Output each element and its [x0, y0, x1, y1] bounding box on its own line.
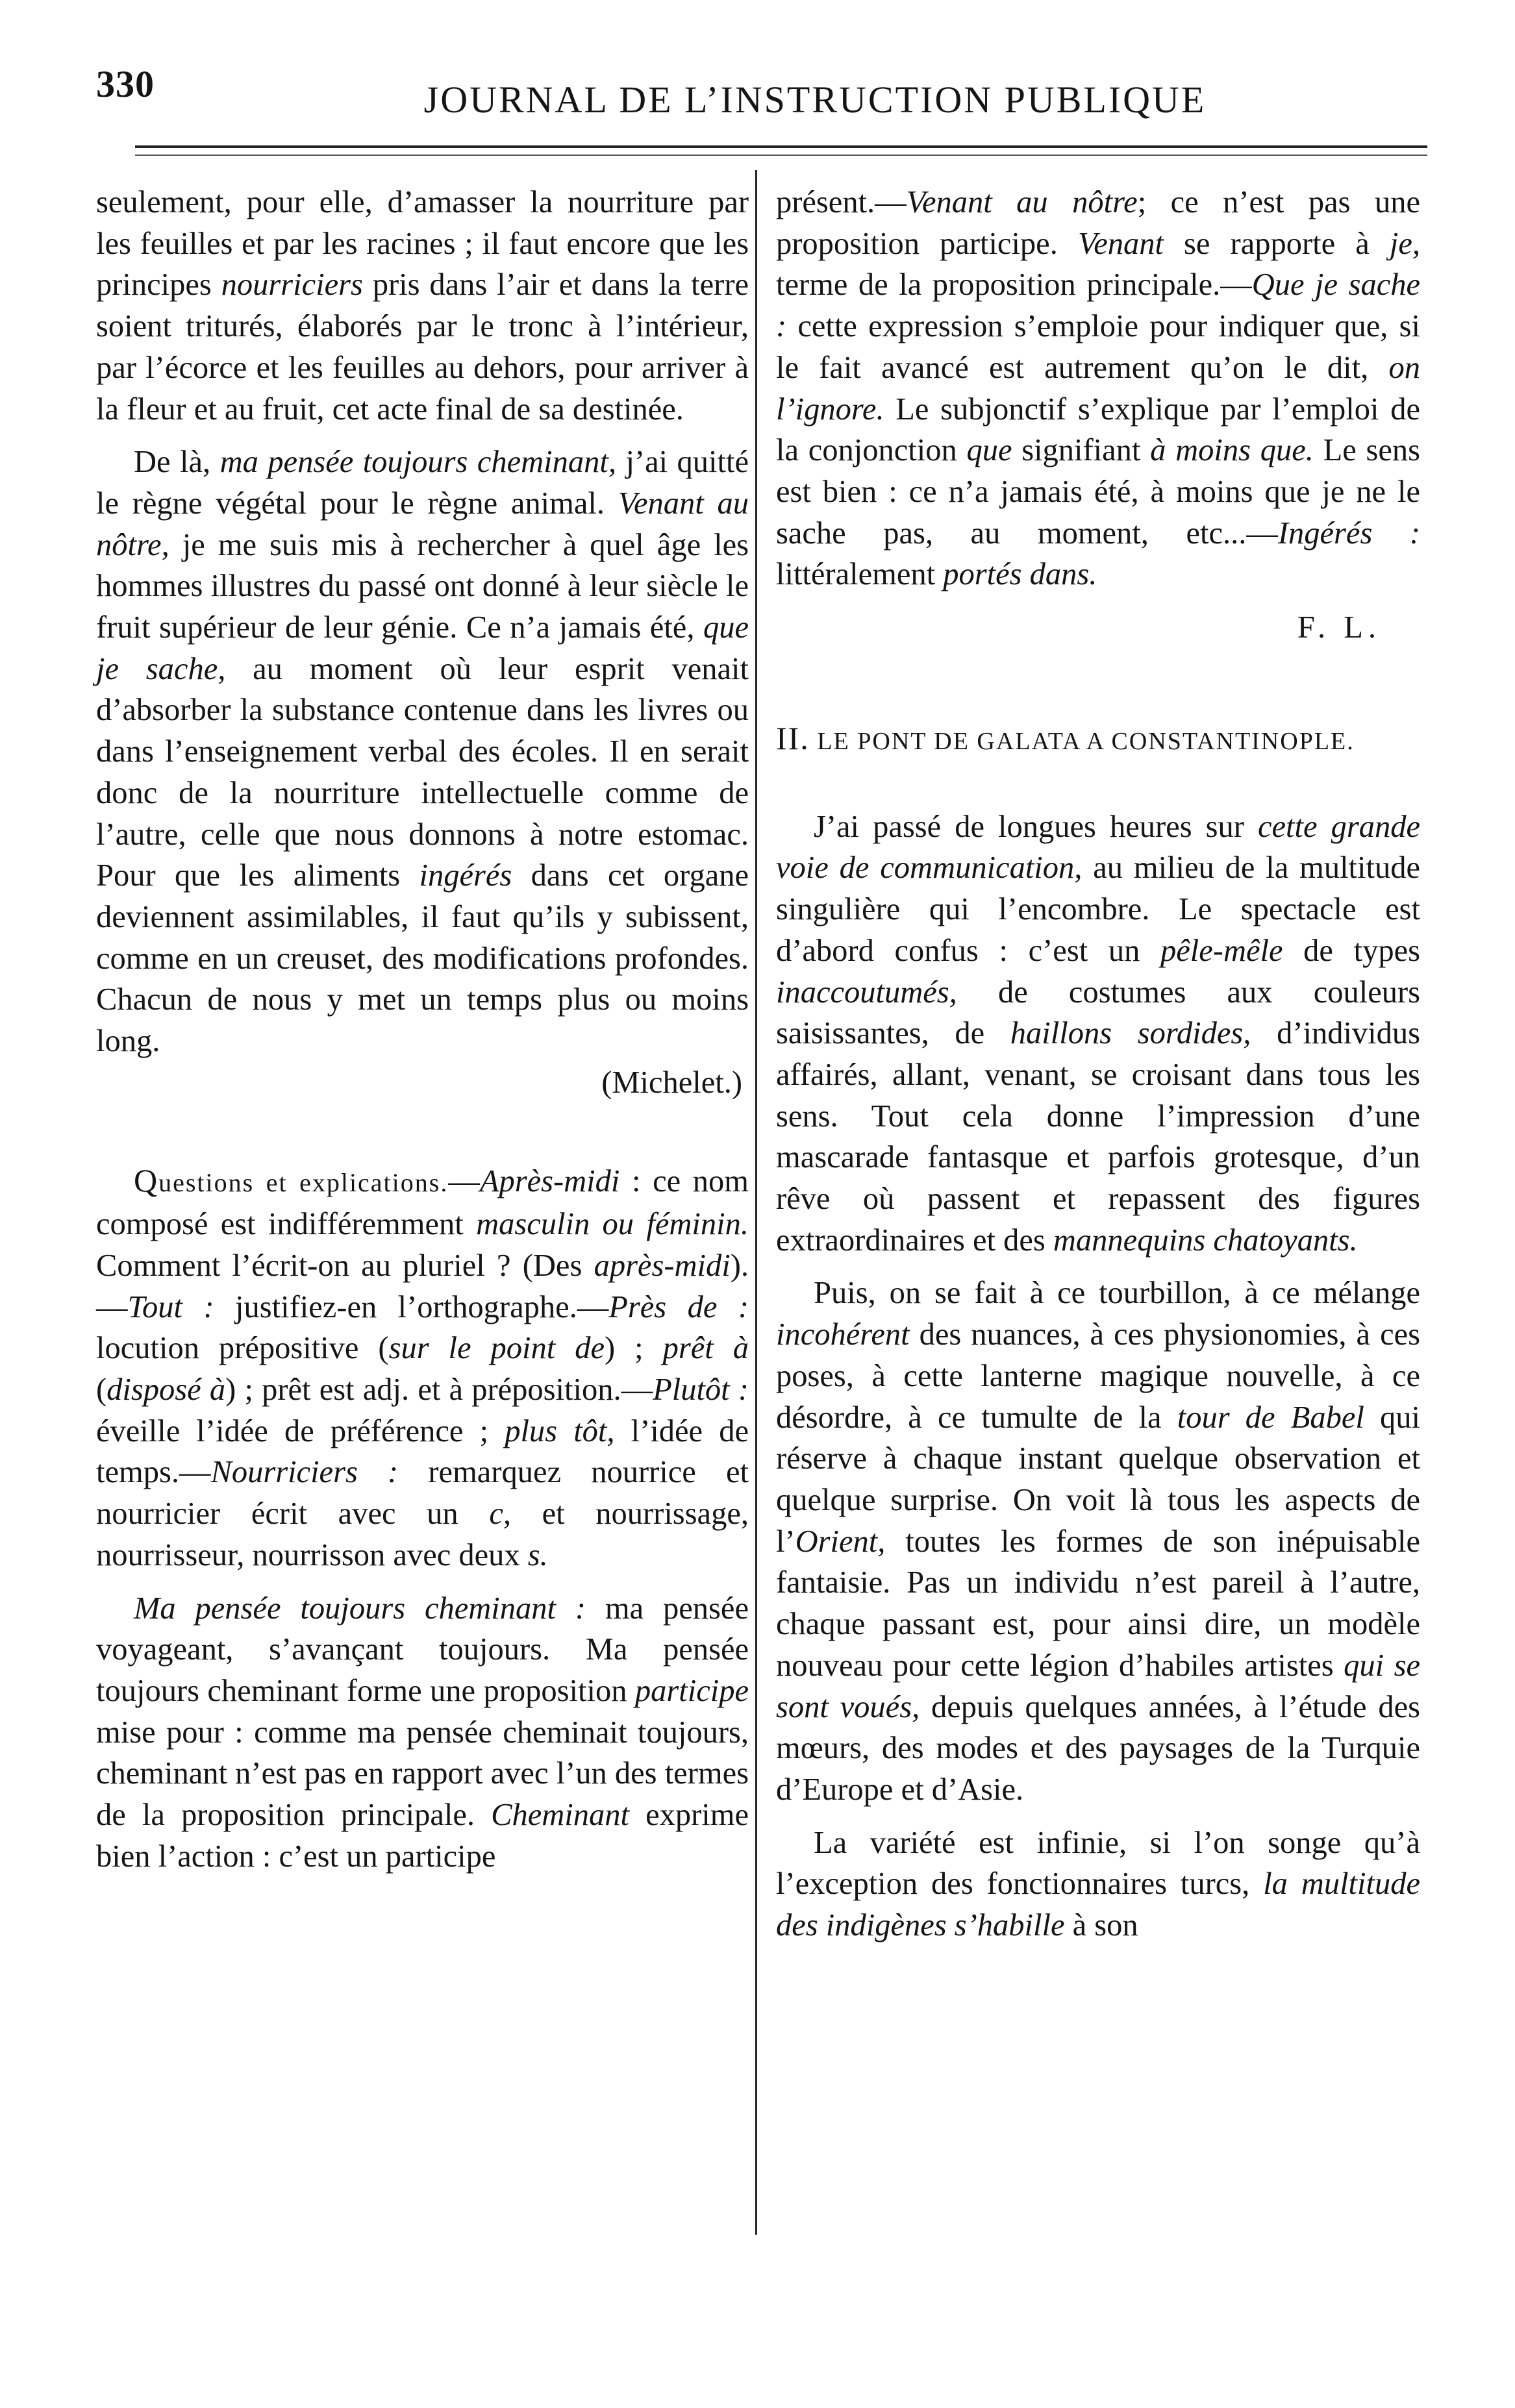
italic-run: haillons sordides, — [1010, 1016, 1251, 1051]
italic-run: ingérés — [419, 858, 512, 893]
italic-run: Cheminant — [491, 1798, 629, 1833]
text-run: toutes les formes de son inépuisable fantaisie. Pas un individu n’est pareil à l’autre, chaque passant est, pour ainsi dire, un modèle nouveau pour cette légion d’habiles artistes — [776, 1524, 1420, 1683]
questions-paragraph — [96, 1160, 749, 1576]
italic-run: Après-midi — [479, 1164, 620, 1199]
section-number: II. — [776, 719, 810, 756]
left-paragraph-4 — [96, 1588, 749, 1878]
text-run: seulement, pour elle, d’amasser la nourriture par les feuilles et par les racines ; il faut encore que les principes — [96, 185, 749, 303]
italic-run: Ingérés : — [1277, 515, 1420, 551]
italic-run: Plutôt : — [653, 1372, 749, 1407]
text-run: de types — [1283, 933, 1420, 968]
text-run: des nuances, à ces physionomies, à ces poses, à cette lanterne magique nouvelle, à ce désordre, à ce tumulte de la — [776, 1317, 1420, 1435]
text-run: cette expression s’emploie pour indiquer que, si le fait avancé est autrement qu’on le dit, — [776, 309, 1420, 385]
text-run: ) ; prêt est adj. et à préposition.— — [225, 1372, 653, 1407]
text-run: dans cet organe deviennent assimilables, il faut qu’ils y subissent, comme en un creuset, des modifications profondes. Chacun de nous y met un temps plus ou moins long. — [96, 858, 749, 1059]
text-run: j’ai quitté le règne végétal pour le règne animal. — [96, 445, 749, 521]
text-run: se rapporte à — [1163, 226, 1390, 261]
italic-run: Venant au nôtre, — [96, 486, 749, 562]
italic-run: Près de : — [608, 1289, 749, 1324]
right-paragraph-4 — [776, 1822, 1420, 1946]
italic-run: que — [966, 433, 1012, 468]
text-run: éveille l’idée de préférence ; — [96, 1413, 505, 1448]
section-title-text: LE PONT DE GALATA A CONSTANTINOPLE. — [809, 727, 1355, 755]
italic-run: ma pensée toujours cheminant, — [219, 445, 616, 480]
text-run: au moment où leur esprit venait d’absorber la substance contenue dans les livres ou dans l’enseignement verbal des écoles. Il en serait donc de la nourriture intellectuelle comme de l’autre, celle que nous donnons à notre estomac. Pour que les aliments — [96, 651, 749, 893]
italic-run: cette grande voie de communication, — [776, 809, 1420, 886]
italic-run: Nourriciers : — [210, 1455, 399, 1490]
italic-run: Ma pensée toujours cheminant : — [134, 1591, 586, 1626]
section-title — [776, 719, 1420, 761]
text-run: à son — [1064, 1908, 1138, 1943]
text-run: De là, — [134, 445, 220, 480]
italic-run: à moins que. — [1150, 433, 1314, 468]
italic-run: c, — [489, 1496, 511, 1532]
text-run: pris dans l’air et dans la terre soient triturés, élaborés par le tronc à l’intérieur, par l’écorce et les feuilles au dehors, pour arriver à la fleur et au fruit, cet acte final de sa destinée. — [96, 267, 749, 427]
text-run: Puis, on se fait à ce tourbillon, à ce mélange — [814, 1276, 1420, 1311]
heading-rest: uestions et explications. — [158, 1168, 449, 1198]
italic-run: on l’ignore. — [776, 350, 1420, 427]
heading-capital: Q — [134, 1162, 159, 1199]
header-rule-thin — [135, 155, 1427, 156]
text-run: depuis quelques années, à l’étude des mœurs, des modes et des paysages de la Turquie d’Europe et d’Asie. — [776, 1689, 1420, 1807]
italic-run: Venant — [1077, 226, 1164, 261]
questions-heading — [134, 1162, 449, 1199]
text-run: qui réserve à chaque instant quelque observation et quelque surprise. On voit là tous les aspects de l’ — [776, 1400, 1420, 1559]
italic-run: après-midi — [594, 1248, 731, 1283]
italic-run: mannequins chatoyants. — [1053, 1223, 1358, 1258]
left-column — [96, 182, 749, 1877]
italic-run: plus tôt, — [505, 1413, 615, 1448]
italic-run: portés dans. — [943, 557, 1097, 592]
text-run: remarquez nourrice et nourricier écrit avec un — [96, 1455, 749, 1532]
text-run: ; ce n’est pas une proposition participe. — [776, 185, 1421, 261]
text-run: de costumes aux couleurs saisissantes, de — [776, 974, 1420, 1051]
italic-run: je, — [1389, 226, 1420, 261]
text-run: signifiant — [1012, 433, 1151, 468]
text-run: ).— — [96, 1248, 749, 1324]
italic-run: la multitude des indigènes s’habille — [776, 1867, 1420, 1943]
italic-run: pêle-mêle — [1160, 933, 1283, 968]
italic-run: Venant au nôtre — [906, 185, 1138, 219]
text-run: La variété est infinie, si l’on songe qu’à l’exception des fonctionnaires turcs, — [776, 1825, 1420, 1902]
text-run: d’individus affairés, allant, venant, se croisant dans tous les sens. Tout cela donne l’impression d’une mascarade fantasque et parfois grotesque, d’un rêve où passent et repassent des figures extraordinaires et des — [776, 1016, 1421, 1258]
text-run: Comment l’écrit-on au pluriel ? (Des — [96, 1248, 594, 1283]
column-divider — [755, 170, 757, 2235]
text-run: présent.— — [776, 185, 907, 219]
text-run: Le sens est bien : ce n’a jamais été, à moins que je ne le sache pas, au moment, etc...— — [776, 433, 1420, 551]
text-run: locution prépositive ( — [96, 1331, 389, 1366]
italic-run: Tout : — [127, 1289, 214, 1324]
italic-run: tour de Babel — [1177, 1400, 1364, 1435]
right-paragraph-3 — [776, 1272, 1420, 1810]
text-run: exprime bien l’action : c’est un participe — [96, 1798, 749, 1874]
text-run: justifiez-en l’orthographe.— — [214, 1289, 609, 1324]
text-run: : ce nom composé est indifféremment — [96, 1164, 749, 1242]
italic-run: Que je sache : — [776, 267, 1420, 344]
italic-run: masculin ou féminin. — [476, 1207, 749, 1242]
text-run: ma pensée voyageant, s’avançant toujours. Ma pensée toujours cheminant forme une proposition — [96, 1591, 749, 1708]
left-paragraph-1 — [96, 182, 749, 430]
signature: F. L. — [1297, 610, 1381, 645]
italic-run: qui se sont voués, — [776, 1648, 1420, 1724]
italic-run: disposé à — [106, 1372, 226, 1407]
text-run: je me suis mis à rechercher à quel âge les hommes illustres du passé ont donné à leur siècle le fruit supérieur de leur génie. Ce n’a jamais été, — [96, 527, 749, 645]
left-paragraph-2 — [96, 441, 749, 1062]
text-run: et nourrissage, nourrisseur, nourrisson avec deux — [96, 1496, 749, 1572]
right-column — [776, 182, 1420, 1946]
italic-run: participe — [634, 1673, 749, 1708]
italic-run: Orient, — [795, 1524, 886, 1559]
text-run: J’ai passé de longues heures sur — [814, 809, 1258, 844]
italic-run: nourriciers — [221, 267, 363, 303]
text-run: terme de la proposition principale.— — [776, 267, 1252, 303]
text-run: — — [448, 1164, 480, 1199]
right-paragraph-1 — [776, 182, 1420, 595]
italic-run: inaccoutumés, — [776, 974, 957, 1010]
attribution: (Michelet.) — [601, 1065, 742, 1100]
italic-run: que je sache, — [96, 610, 749, 686]
text-run: ) ; — [605, 1331, 663, 1366]
text-run: ( — [96, 1372, 107, 1407]
text-run: Le subjonctif s’explique par l’emploi de la conjonction — [776, 391, 1420, 468]
text-run: littéralement — [776, 557, 944, 592]
text-run: mise pour : comme ma pensée cheminait toujours, cheminant n’est pas en rapport avec l’un des termes de la proposition principale. — [96, 1715, 749, 1833]
right-paragraph-2 — [776, 806, 1420, 1261]
italic-run: incohérent — [776, 1317, 910, 1352]
text-run: au milieu de la multitude singulière qui l’encombre. Le spectacle est d’abord confus : c’est un — [776, 850, 1420, 968]
header-rule — [135, 145, 1427, 148]
italic-run: prêt à — [662, 1331, 749, 1366]
italic-run: s. — [527, 1537, 548, 1572]
page-number: 330 — [96, 63, 155, 105]
text-run: l’idée de temps.— — [96, 1413, 749, 1490]
italic-run: sur le point de — [388, 1331, 605, 1366]
running-title: JOURNAL DE L’INSTRUCTION PUBLIQUE — [423, 79, 1207, 121]
